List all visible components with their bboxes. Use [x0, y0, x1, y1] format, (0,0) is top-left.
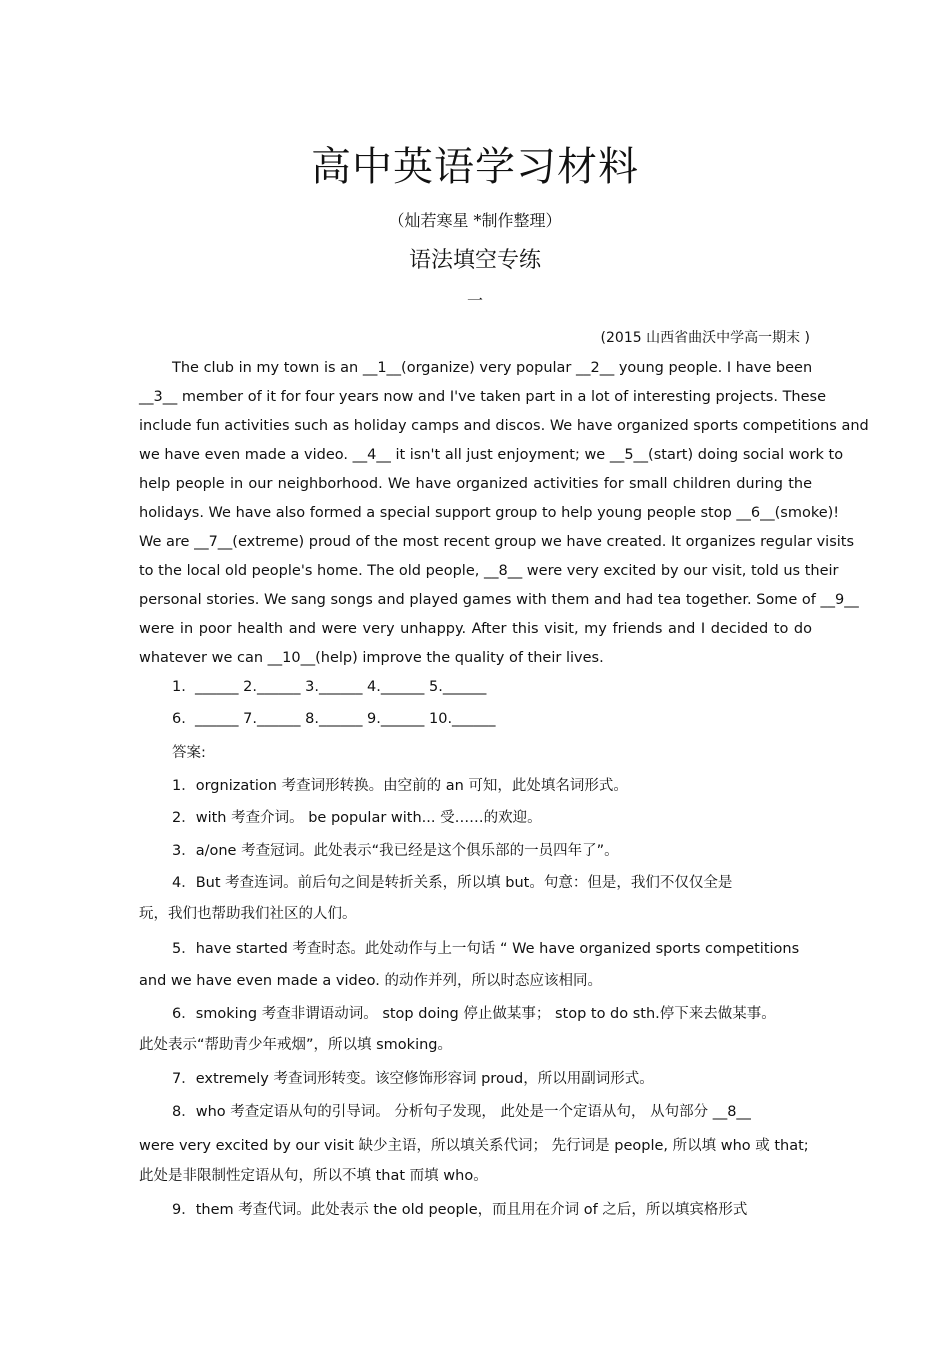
- passage-line: __3__ member of it for four years now and I've taken part in a lot of interesting projects. These: [139, 389, 827, 405]
- answer-line: 7．extremely 考查词形转变。该空修饰形容词 proud，所以用副词形式。: [172, 1071, 654, 1087]
- blank-row: 1. ______ 2.______ 3.______ 4.______ 5.______: [172, 679, 487, 695]
- passage-line: We are __7__(extreme) proud of the most recent group we have created. It organizes regular visits: [139, 534, 855, 550]
- answer-line: and we have even made a video. 的动作并列，所以时态应该相同。: [139, 973, 602, 989]
- answer-line: 8．who 考查定语从句的引导词。 分析句子发现， 此处是一个定语从句， 从句部分 __8__: [172, 1104, 751, 1120]
- passage-line: holidays. We have also formed a special support group to help young people stop __6__(smoke)!: [139, 505, 840, 521]
- source-note: (2015 山西省曲沃中学高一期末 ): [600, 330, 810, 346]
- answer-line: 此处表示“帮助青少年戒烟”，所以填 smoking。: [139, 1037, 453, 1053]
- passage-line: include fun activities such as holiday camps and discos. We have organized sports competitions and: [139, 418, 869, 434]
- answer-line: were very excited by our visit 缺少主语，所以填关系代词； 先行词是 people, 所以填 who 或 that;: [139, 1138, 809, 1154]
- answer-line: 9．them 考查代词。此处表示 the old people，而且用在介词 of 之后，所以填宾格形式: [172, 1202, 748, 1218]
- passage-line: we have even made a video. __4__ it isn't all just enjoyment; we __5__(start) doing social work to: [139, 447, 844, 463]
- passage-line: were in poor health and were very unhappy. After this visit, my friends and I decided to do: [139, 621, 812, 637]
- answer-line: 4．But 考查连词。前后句之间是转折关系，所以填 but。句意：但是，我们不仅仅全是: [172, 875, 733, 891]
- answer-line: 6．smoking 考查非谓语动词。 stop doing 停止做某事； stop to do sth.停下来去做某事。: [172, 1006, 776, 1022]
- page-subtitle: （灿若寒星 *制作整理）: [388, 211, 562, 230]
- passage-line: The club in my town is an __1__(organize) very popular __2__ young people. I have been: [172, 360, 813, 376]
- passage-line: help people in our neighborhood. We have organized activities for small children during the: [139, 476, 812, 492]
- passage-line: personal stories. We sang songs and played games with them and had tea together. Some of __9__: [139, 592, 859, 608]
- answer-line: 3．a/one 考查冠词。此处表示“我已经是这个俱乐部的一员四年了”。: [172, 843, 619, 859]
- answer-label: 答案:: [172, 745, 206, 761]
- page-title: 高中英语学习材料: [311, 144, 639, 190]
- section-number: 一: [466, 291, 483, 310]
- answer-line: 5．have started 考查时态。此处动作与上一句话 “ We have organized sports competitions: [172, 941, 800, 957]
- answer-line: 玩，我们也帮助我们社区的人们。: [139, 906, 357, 922]
- passage-line: to the local old people's home. The old people, __8__ were very excited by our visit, told us their: [139, 563, 839, 579]
- passage-line: whatever we can __10__(help) improve the quality of their lives.: [139, 650, 604, 666]
- answer-line: 2．with 考查介词。 be popular with... 受……的欢迎。: [172, 810, 542, 826]
- blank-row: 6. ______ 7.______ 8.______ 9.______ 10.______: [172, 711, 496, 727]
- section-title: 语法填空专练: [408, 248, 541, 273]
- answer-line: 1．orgnization 考查词形转换。由空前的 an 可知，此处填名词形式。: [172, 778, 628, 794]
- answer-line: 此处是非限制性定语从句，所以不填 that 而填 who。: [139, 1168, 488, 1184]
